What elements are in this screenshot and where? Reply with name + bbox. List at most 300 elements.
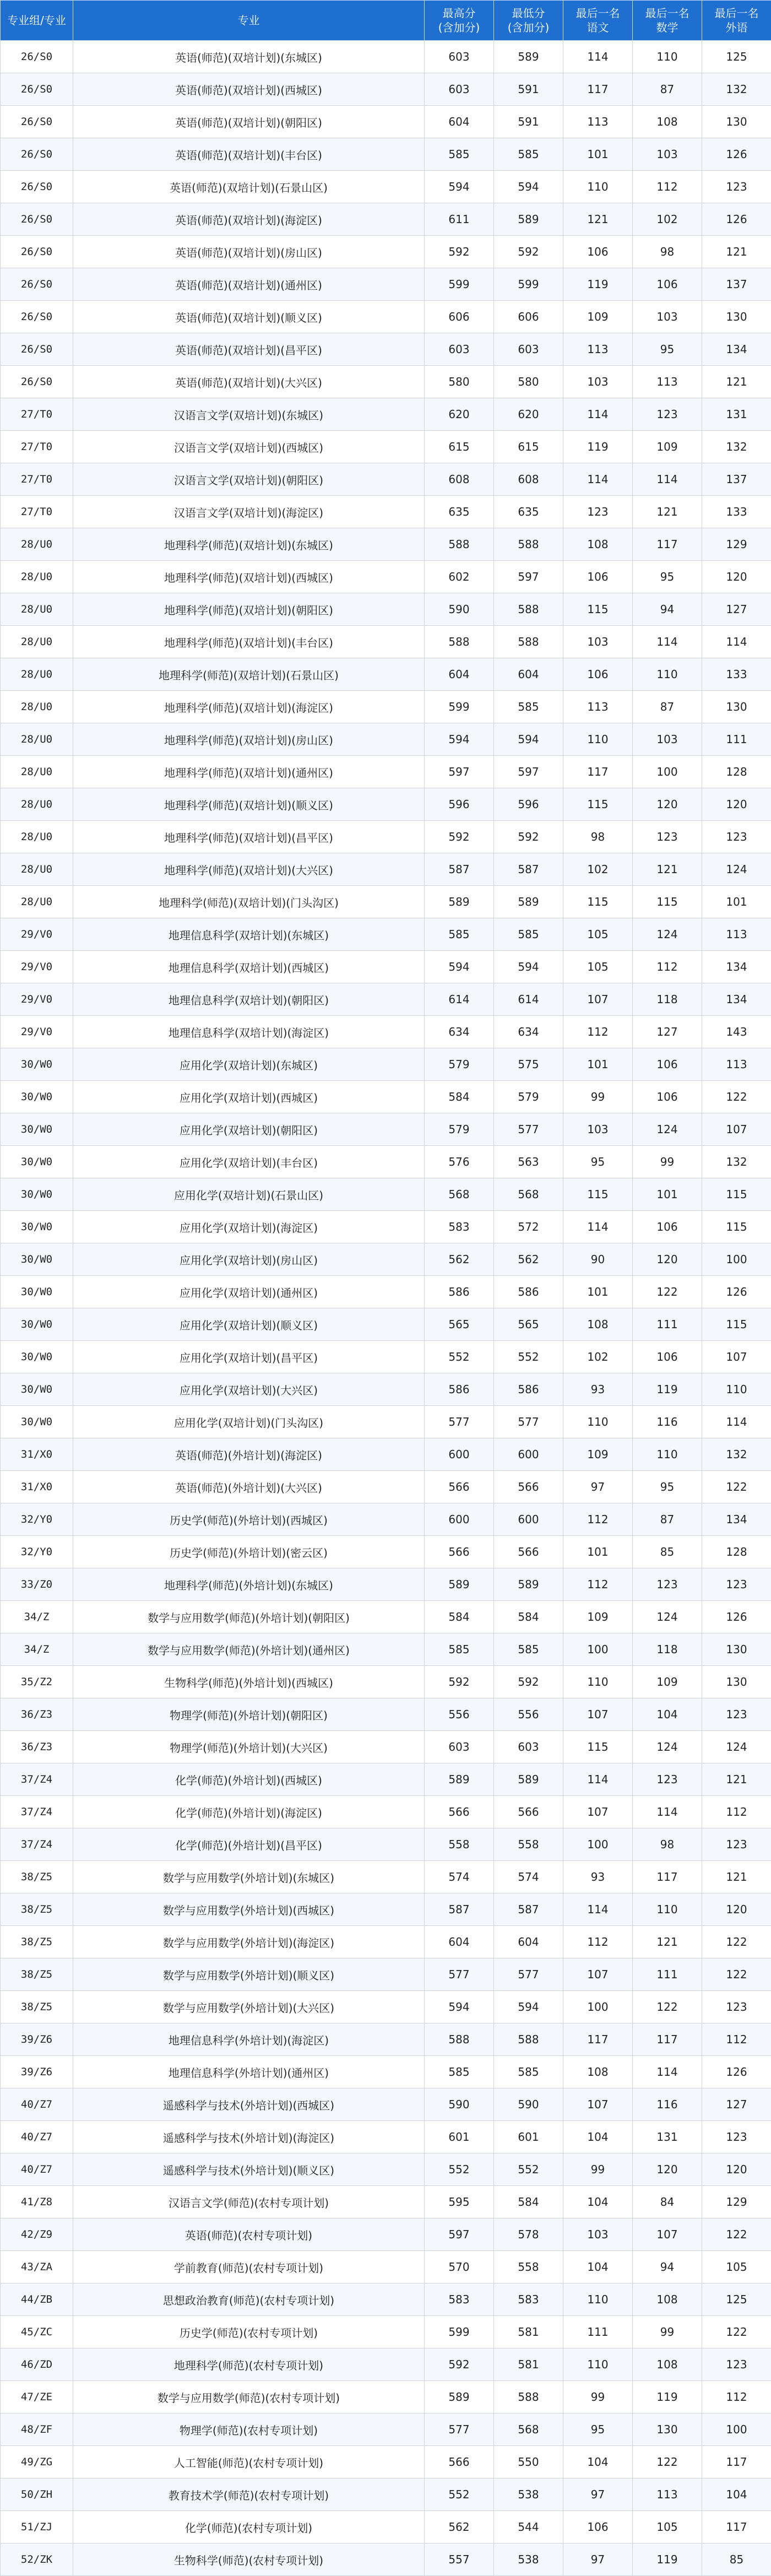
cell-group-code: 42/Z9 (1, 2218, 73, 2251)
table-row (1, 1146, 771, 1178)
cell-max-score: 589 (425, 1763, 494, 1796)
cell-major-name: 化学(师范)(外培计划)(海淀区) (73, 1796, 425, 1828)
table-row (1, 1048, 771, 1081)
table-row (1, 1601, 771, 1633)
cell-min-score: 620 (494, 398, 563, 431)
table-row (1, 886, 771, 918)
cell-last-chinese: 121 (563, 203, 633, 236)
cell-group-code: 28/U0 (1, 788, 73, 821)
cell-last-chinese: 109 (563, 301, 633, 333)
cell-last-math: 103 (633, 138, 702, 171)
cell-min-score: 590 (494, 2088, 563, 2121)
cell-max-score: 566 (425, 1536, 494, 1568)
cell-group-code: 26/S0 (1, 171, 73, 203)
table-row (1, 723, 771, 756)
cell-group-code: 34/Z (1, 1633, 73, 1666)
cell-min-score: 584 (494, 2186, 563, 2218)
cell-last-chinese: 95 (563, 2413, 633, 2446)
cell-max-score: 586 (425, 1373, 494, 1406)
table-row (1, 2316, 771, 2348)
cell-max-score: 577 (425, 2413, 494, 2446)
cell-last-math: 98 (633, 236, 702, 268)
cell-last-foreign: 143 (702, 1016, 771, 1048)
table-row (1, 2088, 771, 2121)
cell-max-score: 604 (425, 106, 494, 138)
cell-max-score: 634 (425, 1016, 494, 1048)
cell-last-math: 119 (633, 2543, 702, 2576)
cell-last-foreign: 100 (702, 1243, 771, 1276)
cell-major-name: 汉语言文学(双培计划)(西城区) (73, 431, 425, 463)
cell-major-name: 数学与应用数学(外培计划)(东城区) (73, 1861, 425, 1893)
table-row (1, 2348, 771, 2381)
cell-group-code: 38/Z5 (1, 1893, 73, 1926)
cell-group-code: 29/V0 (1, 918, 73, 951)
cell-last-foreign: 120 (702, 788, 771, 821)
table-row (1, 1373, 771, 1406)
cell-last-chinese: 106 (563, 561, 633, 593)
cell-last-math: 100 (633, 756, 702, 788)
cell-min-score: 592 (494, 1666, 563, 1698)
cell-last-chinese: 112 (563, 1926, 633, 1958)
cell-last-math: 99 (633, 1146, 702, 1178)
cell-last-math: 102 (633, 203, 702, 236)
cell-max-score: 635 (425, 496, 494, 528)
cell-min-score: 588 (494, 626, 563, 658)
cell-major-name: 应用化学(双培计划)(西城区) (73, 1081, 425, 1113)
cell-last-foreign: 123 (702, 1568, 771, 1601)
cell-min-score: 586 (494, 1276, 563, 1308)
cell-group-code: 28/U0 (1, 756, 73, 788)
cell-last-foreign: 114 (702, 626, 771, 658)
cell-last-chinese: 106 (563, 658, 633, 691)
cell-last-foreign: 101 (702, 886, 771, 918)
cell-last-math: 124 (633, 1113, 702, 1146)
cell-max-score: 603 (425, 73, 494, 106)
cell-last-foreign: 111 (702, 723, 771, 756)
cell-last-foreign: 123 (702, 2121, 771, 2153)
cell-min-score: 588 (494, 2023, 563, 2056)
cell-last-foreign: 122 (702, 1081, 771, 1113)
cell-last-chinese: 113 (563, 106, 633, 138)
table-row (1, 2543, 771, 2576)
table-row (1, 41, 771, 73)
cell-last-foreign: 134 (702, 333, 771, 366)
cell-max-score: 562 (425, 2511, 494, 2543)
cell-max-score: 576 (425, 1146, 494, 1178)
table-row (1, 2413, 771, 2446)
cell-max-score: 583 (425, 2283, 494, 2316)
cell-min-score: 604 (494, 658, 563, 691)
cell-last-math: 131 (633, 2121, 702, 2153)
table-row (1, 2251, 771, 2283)
cell-last-foreign: 115 (702, 1211, 771, 1243)
cell-major-name: 历史学(师范)(外培计划)(西城区) (73, 1503, 425, 1536)
cell-min-score: 585 (494, 1633, 563, 1666)
cell-max-score: 592 (425, 2348, 494, 2381)
cell-last-chinese: 110 (563, 1406, 633, 1438)
cell-last-math: 98 (633, 1828, 702, 1861)
cell-max-score: 568 (425, 1178, 494, 1211)
cell-last-chinese: 112 (563, 1503, 633, 1536)
cell-last-math: 87 (633, 73, 702, 106)
cell-min-score: 566 (494, 1471, 563, 1503)
cell-major-name: 数学与应用数学(师范)(外培计划)(朝阳区) (73, 1601, 425, 1633)
cell-last-math: 95 (633, 1471, 702, 1503)
cell-last-math: 123 (633, 1568, 702, 1601)
cell-major-name: 汉语言文学(双培计划)(朝阳区) (73, 463, 425, 496)
cell-max-score: 552 (425, 1341, 494, 1373)
cell-last-math: 111 (633, 1958, 702, 1991)
cell-group-code: 28/U0 (1, 528, 73, 561)
cell-max-score: 594 (425, 951, 494, 983)
cell-major-name: 数学与应用数学(师范)(农村专项计划) (73, 2381, 425, 2413)
cell-major-name: 地理科学(师范)(双培计划)(昌平区) (73, 821, 425, 853)
cell-last-chinese: 114 (563, 1763, 633, 1796)
cell-min-score: 596 (494, 788, 563, 821)
cell-last-chinese: 102 (563, 853, 633, 886)
cell-min-score: 581 (494, 2348, 563, 2381)
cell-major-name: 应用化学(双培计划)(朝阳区) (73, 1113, 425, 1146)
cell-min-score: 615 (494, 431, 563, 463)
cell-last-math: 117 (633, 2023, 702, 2056)
cell-group-code: 29/V0 (1, 983, 73, 1016)
cell-major-name: 地理信息科学(双培计划)(朝阳区) (73, 983, 425, 1016)
cell-max-score: 599 (425, 268, 494, 301)
cell-last-chinese: 110 (563, 2283, 633, 2316)
cell-group-code: 28/U0 (1, 691, 73, 723)
cell-major-name: 英语(师范)(外培计划)(大兴区) (73, 1471, 425, 1503)
cell-group-code: 36/Z3 (1, 1698, 73, 1731)
cell-max-score: 592 (425, 1666, 494, 1698)
cell-group-code: 44/ZB (1, 2283, 73, 2316)
table-row (1, 138, 771, 171)
cell-group-code: 30/W0 (1, 1048, 73, 1081)
cell-max-score: 565 (425, 1308, 494, 1341)
table-row (1, 2186, 771, 2218)
cell-group-code: 35/Z2 (1, 1666, 73, 1698)
cell-last-math: 110 (633, 1893, 702, 1926)
cell-last-chinese: 90 (563, 1243, 633, 1276)
cell-major-name: 应用化学(双培计划)(门头沟区) (73, 1406, 425, 1438)
cell-group-code: 38/Z5 (1, 1991, 73, 2023)
cell-group-code: 31/X0 (1, 1471, 73, 1503)
cell-last-foreign: 130 (702, 1666, 771, 1698)
cell-last-chinese: 117 (563, 73, 633, 106)
cell-last-math: 115 (633, 886, 702, 918)
cell-last-foreign: 112 (702, 2381, 771, 2413)
cell-max-score: 579 (425, 1113, 494, 1146)
table-row (1, 1698, 771, 1731)
cell-last-math: 124 (633, 918, 702, 951)
cell-min-score: 575 (494, 1048, 563, 1081)
cell-last-foreign: 113 (702, 1048, 771, 1081)
cell-group-code: 28/U0 (1, 821, 73, 853)
cell-min-score: 600 (494, 1438, 563, 1471)
cell-major-name: 英语(师范)(双培计划)(海淀区) (73, 203, 425, 236)
cell-last-chinese: 115 (563, 788, 633, 821)
cell-min-score: 599 (494, 268, 563, 301)
cell-last-foreign: 125 (702, 2283, 771, 2316)
cell-last-math: 120 (633, 788, 702, 821)
cell-max-score: 579 (425, 1048, 494, 1081)
cell-last-foreign: 120 (702, 1893, 771, 1926)
cell-min-score: 589 (494, 203, 563, 236)
cell-min-score: 594 (494, 171, 563, 203)
cell-group-code: 37/Z4 (1, 1828, 73, 1861)
cell-max-score: 580 (425, 366, 494, 398)
cell-last-math: 94 (633, 2251, 702, 2283)
cell-min-score: 604 (494, 1926, 563, 1958)
cell-group-code: 41/Z8 (1, 2186, 73, 2218)
cell-major-name: 英语(师范)(双培计划)(大兴区) (73, 366, 425, 398)
table-row (1, 1763, 771, 1796)
cell-last-foreign: 85 (702, 2543, 771, 2576)
cell-major-name: 物理学(师范)(外培计划)(朝阳区) (73, 1698, 425, 1731)
cell-group-code: 26/S0 (1, 366, 73, 398)
cell-max-score: 606 (425, 301, 494, 333)
cell-last-math: 94 (633, 593, 702, 626)
cell-group-code: 30/W0 (1, 1113, 73, 1146)
cell-last-math: 124 (633, 1731, 702, 1763)
cell-major-name: 英语(师范)(双培计划)(东城区) (73, 41, 425, 73)
cell-last-math: 84 (633, 2186, 702, 2218)
cell-last-foreign: 128 (702, 756, 771, 788)
cell-major-name: 地理信息科学(双培计划)(西城区) (73, 951, 425, 983)
table-row (1, 561, 771, 593)
cell-min-score: 583 (494, 2283, 563, 2316)
header-last-chinese: 最后一名 语文 (563, 1, 633, 41)
cell-last-math: 110 (633, 658, 702, 691)
cell-min-score: 594 (494, 723, 563, 756)
table-row (1, 2446, 771, 2478)
cell-min-score: 572 (494, 1211, 563, 1243)
cell-group-code: 28/U0 (1, 853, 73, 886)
cell-last-chinese: 115 (563, 593, 633, 626)
table-header-row (1, 1, 771, 41)
table-row (1, 983, 771, 1016)
cell-major-name: 地理科学(师范)(双培计划)(西城区) (73, 561, 425, 593)
cell-major-name: 生物科学(师范)(农村专项计划) (73, 2543, 425, 2576)
cell-last-math: 106 (633, 1211, 702, 1243)
cell-major-name: 化学(师范)(外培计划)(西城区) (73, 1763, 425, 1796)
cell-max-score: 558 (425, 1828, 494, 1861)
cell-major-name: 化学(师范)(农村专项计划) (73, 2511, 425, 2543)
cell-max-score: 585 (425, 138, 494, 171)
cell-last-chinese: 100 (563, 1828, 633, 1861)
table-row (1, 2121, 771, 2153)
cell-major-name: 英语(师范)(农村专项计划) (73, 2218, 425, 2251)
cell-last-foreign: 133 (702, 496, 771, 528)
cell-last-foreign: 117 (702, 2511, 771, 2543)
cell-group-code: 26/S0 (1, 333, 73, 366)
cell-group-code: 33/Z0 (1, 1568, 73, 1601)
cell-last-chinese: 119 (563, 268, 633, 301)
cell-group-code: 46/ZD (1, 2348, 73, 2381)
cell-max-score: 574 (425, 1861, 494, 1893)
cell-last-math: 114 (633, 626, 702, 658)
cell-last-foreign: 100 (702, 2413, 771, 2446)
table-row (1, 236, 771, 268)
cell-min-score: 566 (494, 1536, 563, 1568)
cell-major-name: 地理科学(师范)(双培计划)(大兴区) (73, 853, 425, 886)
cell-major-name: 数学与应用数学(外培计划)(海淀区) (73, 1926, 425, 1958)
cell-last-math: 103 (633, 723, 702, 756)
table-row (1, 1081, 771, 1113)
cell-last-foreign: 127 (702, 2088, 771, 2121)
cell-major-name: 化学(师范)(外培计划)(昌平区) (73, 1828, 425, 1861)
cell-group-code: 30/W0 (1, 1308, 73, 1341)
cell-max-score: 594 (425, 723, 494, 756)
cell-last-math: 95 (633, 561, 702, 593)
table-row (1, 2023, 771, 2056)
cell-max-score: 590 (425, 593, 494, 626)
table-row (1, 626, 771, 658)
cell-major-name: 遥感科学与技术(外培计划)(西城区) (73, 2088, 425, 2121)
cell-min-score: 585 (494, 918, 563, 951)
table-row (1, 2056, 771, 2088)
table-row (1, 496, 771, 528)
cell-last-foreign: 134 (702, 983, 771, 1016)
cell-last-foreign: 113 (702, 918, 771, 951)
cell-last-chinese: 103 (563, 1113, 633, 1146)
table-row (1, 73, 771, 106)
cell-min-score: 589 (494, 1568, 563, 1601)
cell-group-code: 34/Z (1, 1601, 73, 1633)
cell-major-name: 英语(师范)(双培计划)(房山区) (73, 236, 425, 268)
cell-last-chinese: 101 (563, 1276, 633, 1308)
cell-max-score: 577 (425, 1406, 494, 1438)
cell-last-foreign: 123 (702, 2348, 771, 2381)
table-row (1, 1438, 771, 1471)
cell-group-code: 27/T0 (1, 398, 73, 431)
cell-min-score: 568 (494, 2413, 563, 2446)
cell-last-chinese: 93 (563, 1373, 633, 1406)
cell-last-foreign: 134 (702, 1503, 771, 1536)
cell-last-foreign: 122 (702, 1926, 771, 1958)
cell-major-name: 物理学(师范)(农村专项计划) (73, 2413, 425, 2446)
cell-min-score: 597 (494, 756, 563, 788)
cell-last-chinese: 104 (563, 2186, 633, 2218)
cell-min-score: 552 (494, 1341, 563, 1373)
cell-last-chinese: 107 (563, 1796, 633, 1828)
cell-major-name: 英语(师范)(双培计划)(朝阳区) (73, 106, 425, 138)
cell-max-score: 604 (425, 658, 494, 691)
cell-last-foreign: 110 (702, 1373, 771, 1406)
cell-major-name: 应用化学(双培计划)(东城区) (73, 1048, 425, 1081)
cell-last-math: 117 (633, 528, 702, 561)
cell-max-score: 552 (425, 2153, 494, 2186)
cell-last-chinese: 99 (563, 2153, 633, 2186)
cell-min-score: 577 (494, 1113, 563, 1146)
cell-max-score: 584 (425, 1601, 494, 1633)
header-max-score: 最高分 (含加分) (425, 1, 494, 41)
cell-major-name: 数学与应用数学(外培计划)(大兴区) (73, 1991, 425, 2023)
cell-last-chinese: 110 (563, 723, 633, 756)
cell-min-score: 589 (494, 886, 563, 918)
cell-last-chinese: 101 (563, 138, 633, 171)
cell-last-math: 122 (633, 1276, 702, 1308)
cell-major-name: 人工智能(师范)(农村专项计划) (73, 2446, 425, 2478)
table-row (1, 431, 771, 463)
cell-max-score: 585 (425, 1633, 494, 1666)
table-row (1, 756, 771, 788)
cell-group-code: 40/Z7 (1, 2121, 73, 2153)
cell-last-math: 101 (633, 1178, 702, 1211)
cell-last-chinese: 110 (563, 2348, 633, 2381)
cell-major-name: 应用化学(双培计划)(顺义区) (73, 1308, 425, 1341)
cell-max-score: 599 (425, 691, 494, 723)
cell-last-math: 106 (633, 1341, 702, 1373)
cell-major-name: 应用化学(双培计划)(石景山区) (73, 1178, 425, 1211)
cell-max-score: 599 (425, 2316, 494, 2348)
cell-group-code: 38/Z5 (1, 1861, 73, 1893)
cell-last-foreign: 121 (702, 236, 771, 268)
cell-last-math: 106 (633, 268, 702, 301)
cell-group-code: 36/Z3 (1, 1731, 73, 1763)
cell-last-math: 85 (633, 1536, 702, 1568)
cell-major-name: 生物科学(师范)(外培计划)(西城区) (73, 1666, 425, 1698)
table-row (1, 301, 771, 333)
cell-max-score: 586 (425, 1276, 494, 1308)
cell-last-chinese: 115 (563, 886, 633, 918)
cell-last-math: 114 (633, 1796, 702, 1828)
cell-last-math: 95 (633, 333, 702, 366)
cell-min-score: 594 (494, 1991, 563, 2023)
cell-max-score: 603 (425, 333, 494, 366)
cell-last-foreign: 123 (702, 1991, 771, 2023)
cell-last-math: 123 (633, 821, 702, 853)
cell-major-name: 应用化学(双培计划)(大兴区) (73, 1373, 425, 1406)
cell-min-score: 608 (494, 463, 563, 496)
cell-major-name: 学前教育(师范)(农村专项计划) (73, 2251, 425, 2283)
cell-group-code: 27/T0 (1, 463, 73, 496)
cell-last-foreign: 123 (702, 171, 771, 203)
cell-max-score: 566 (425, 1471, 494, 1503)
cell-last-foreign: 123 (702, 821, 771, 853)
cell-major-name: 英语(师范)(双培计划)(西城区) (73, 73, 425, 106)
cell-last-chinese: 108 (563, 2056, 633, 2088)
cell-last-chinese: 107 (563, 2088, 633, 2121)
cell-max-score: 596 (425, 788, 494, 821)
cell-min-score: 588 (494, 2381, 563, 2413)
table-row (1, 1308, 771, 1341)
cell-max-score: 584 (425, 1081, 494, 1113)
cell-last-foreign: 126 (702, 2056, 771, 2088)
header-group-major: 专业组/专业 (1, 1, 73, 41)
cell-major-name: 应用化学(双培计划)(房山区) (73, 1243, 425, 1276)
cell-last-foreign: 122 (702, 2316, 771, 2348)
cell-last-foreign: 115 (702, 1308, 771, 1341)
cell-group-code: 30/W0 (1, 1178, 73, 1211)
cell-last-math: 109 (633, 1666, 702, 1698)
cell-last-chinese: 123 (563, 496, 633, 528)
header-last-foreign: 最后一名 外语 (702, 1, 771, 41)
table-row (1, 788, 771, 821)
cell-max-score: 556 (425, 1698, 494, 1731)
cell-last-chinese: 97 (563, 1471, 633, 1503)
cell-min-score: 538 (494, 2543, 563, 2576)
cell-major-name: 地理科学(师范)(双培计划)(顺义区) (73, 788, 425, 821)
cell-last-chinese: 106 (563, 236, 633, 268)
cell-last-chinese: 115 (563, 1731, 633, 1763)
cell-major-name: 思想政治教育(师范)(农村专项计划) (73, 2283, 425, 2316)
cell-group-code: 51/ZJ (1, 2511, 73, 2543)
cell-last-foreign: 132 (702, 1146, 771, 1178)
cell-last-foreign: 124 (702, 853, 771, 886)
table-row (1, 1666, 771, 1698)
cell-min-score: 563 (494, 1146, 563, 1178)
cell-last-foreign: 133 (702, 658, 771, 691)
